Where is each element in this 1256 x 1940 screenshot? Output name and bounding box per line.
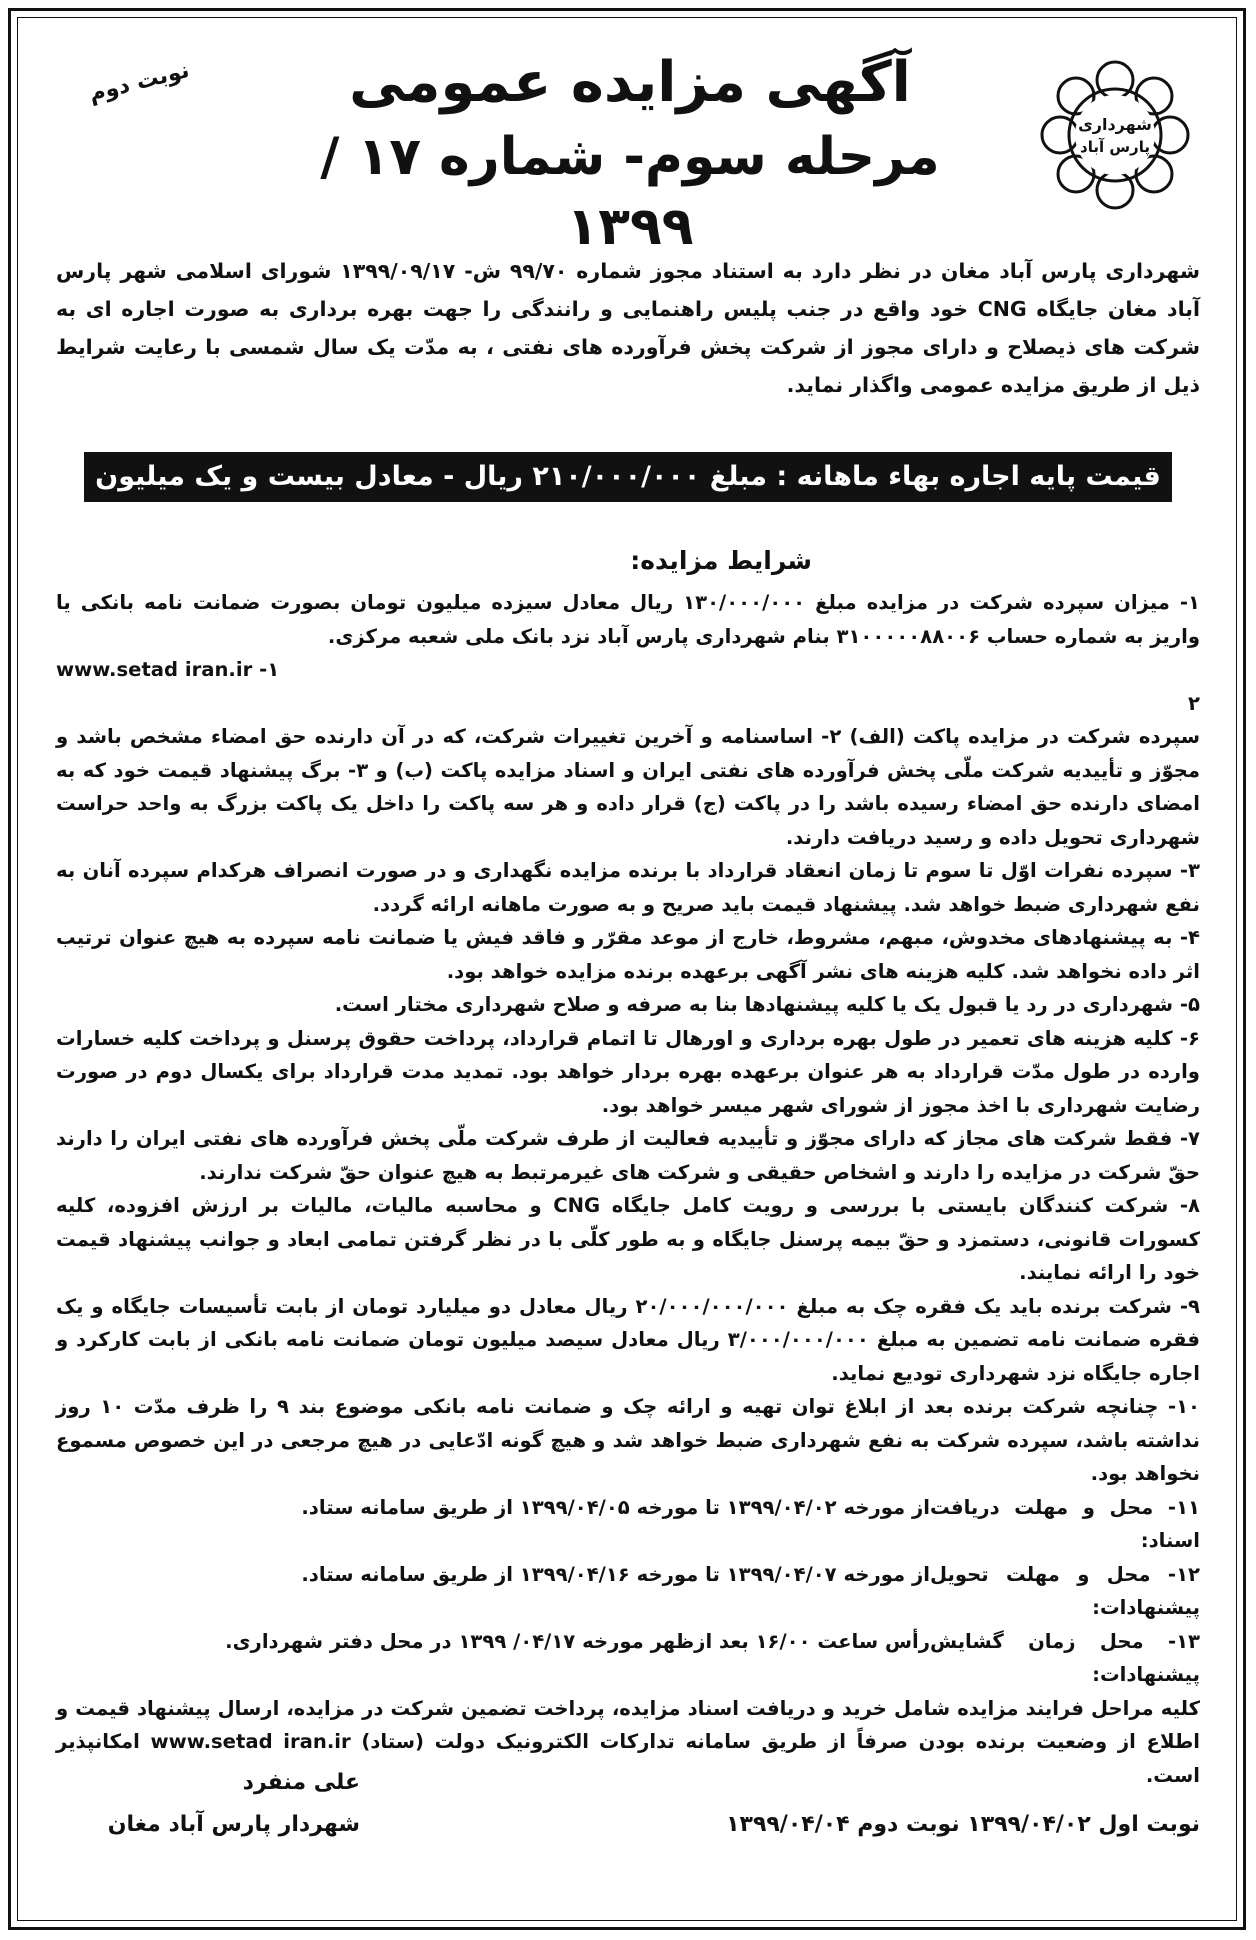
page-title: آگهی مزایده عمومی bbox=[349, 50, 911, 115]
intro-paragraph: شهرداری پارس آباد مغان در نظر دارد به استناد مجوز شماره ۹۹/۷۰ ش- ۱۳۹۹/۰۹/۱۷ شورای اسلامی شهر پارس آباد مغان جایگاه CNG خود واقع در جنب پلیس راهنمایی و رانندگی را جهت بهره برداری به صورت اجاره ای به شرکت های ذیصلاح و دارای مجوز از شرکت پخش فرآورده های نفتی ، به مدّت یک سال شمسی با رعایت شرایط ذیل از طریق مزایده عمومی واگذار نماید. bbox=[56, 259, 1201, 397]
condition-10: ۱۰- چنانچه شرکت برنده بعد از ابلاغ توان تهیه و ارائه چک و ضمانت نامه بانکی موضوع بند ۹ را ظرف مدّت ۱۰ روز نداشته باشد، سپرده شرکت به نفع شهرداری ضبط خواهد شد و هیچ گونه ادّعایی در هیچ مرجعی در این خصوص مسموع نخواهد بود. bbox=[56, 1395, 1201, 1485]
svg-text:شهرداری: شهرداری bbox=[1078, 115, 1152, 134]
condition-2-number: ۲ bbox=[1188, 691, 1200, 715]
condition-11-label: ۱۱- محل و مهلت دریافت اسناد: bbox=[930, 1495, 1200, 1552]
round-tag: نوبت دوم bbox=[86, 57, 192, 108]
conditions-list bbox=[56, 586, 1200, 1792]
condition-9: ۹- شرکت برنده باید یک فقره چک به مبلغ ۲۰/۰۰۰/۰۰۰/۰۰۰ ریال معادل دو میلیارد تومان از بابت تأسیسات جایگاه و یک فقره ضمانت نامه تضمین به مبلغ ۳/۰۰۰/۰۰۰/۰۰۰ ریال معادل سیصد میلیون تومان ضمانت نامه بانکی از بابت کارکرد و اجاره جایگاه نزد شهرداری تودیع نماید. bbox=[56, 1294, 1200, 1385]
conditions-heading: شرایط مزایده: bbox=[630, 546, 812, 575]
signatory-name: علی منفرد bbox=[242, 1770, 360, 1795]
condition-11 bbox=[56, 1491, 1200, 1558]
condition-6: ۶- کلیه هزینه های تعمیر در طول بهره برداری و اورهال تا اتمام قرارداد، پرداخت حقوق پرسنل و پرداخت کلیه خسارات وارده در طول مدّت قرارداد به هر عنوان برعهده بهره بردار خواهد بود. تمدید مدت قرارداد برای یکسال دوم در صورت رضایت شهرداری با اخذ مجوز از شورای شهر میسر خواهد بود. bbox=[56, 1026, 1200, 1117]
condition-2: سپرده شرکت در مزایده پاکت (الف) ۲- اساسنامه و آخرین تغییرات شرکت، که در آن دارنده حق امضاء مشخص باشد و مجوّز و تأییدیه شرکت ملّی پخش فرآورده های نفتی ایران و اسناد مزایده پاکت (ب) و ۳- برگ پیشنهاد قیمت خود که به امضای دارنده حق امضاء رسیده باشد را در پاکت (ج) قرار داده و هر سه پاکت را داخل یک پاکت بزرگ به واحد حراست شهرداری تحویل داده و رسید دریافت دارند. bbox=[56, 725, 1200, 849]
municipality-logo bbox=[1030, 50, 1200, 220]
condition-8: ۸- شرکت کنندگان بایستی با بررسی و رویت کامل جایگاه CNG و محاسبه مالیات، مالیات بر ارزش افزوده، کلیه کسورات قانونی، دستمزد و حقّ بیمه پرسنل جایگاه و به طور کلّی با در نظر گرفتن تمامی ابعاد و جوانب پیشنهاد قیمت خود را ارائه نمایند. bbox=[56, 1194, 1200, 1284]
condition-2-link bbox=[56, 653, 1200, 687]
condition-11-value: از مورخه ۱۳۹۹/۰۴/۰۲ تا مورخه ۱۳۹۹/۰۴/۰۵ از طریق سامانه ستاد. bbox=[301, 1495, 930, 1519]
condition-13 bbox=[56, 1625, 1200, 1692]
condition-7: ۷- فقط شرکت های مجاز که دارای مجوّز و تأییدیه فعالیت از طرف شرکت ملّی پخش فرآورده های نفتی ایران را دارند حقّ شرکت در مزایده را دارند و اشخاص حقیقی و شرکت های غیرمرتبط به هیچ عنوان حقّ شرکت ندارند. bbox=[56, 1127, 1200, 1184]
setad-link[interactable]: www.setad iran.ir -۱ bbox=[56, 658, 280, 681]
page-subtitle: مرحله سوم- شماره ۱۷ /۱۳۹۹ bbox=[320, 127, 940, 257]
condition-13-value: رأس ساعت ۱۶/۰۰ بعد ازظهر مورخه ۰۴/۱۷/ ۱۳۹۹ در محل دفتر شهرداری. bbox=[225, 1629, 930, 1653]
condition-3: ۳- سپرده نفرات اوّل تا سوم تا زمان انعقاد قرارداد با برنده مزایده نگهداری و در صورت انصراف هرکدام سپرده آنان به نفع شهرداری ضبط خواهد شد. پیشنهاد قیمت باید صریح و به صورت ماهانه ارائه گردد. bbox=[56, 859, 1200, 916]
svg-text:پارس آباد: پارس آباد bbox=[1080, 138, 1150, 156]
condition-1: ۱- میزان سپرده شرکت در مزایده مبلغ ۱۳۰/۰۰۰/۰۰۰ ریال معادل سیزده میلیون تومان بصورت ضمانت نامه بانکی یا واریز به شماره حساب ۳۱۰۰۰۰۰۸۸۰۰۶ بنام شهرداری پارس آباد نزد بانک ملی شعبه مرکزی. bbox=[56, 591, 1201, 648]
base-price-banner: قیمت پایه اجاره بهاء ماهانه : مبلغ ۲۱۰/۰۰۰/۰۰۰ ریال - معادل بیست و یک میلیون تومان bbox=[84, 452, 1172, 502]
closing-paragraph: کلیه مراحل فرایند مزایده شامل خرید و دریافت اسناد مزایده، پرداخت تضمین شرکت در مزایده، ارسال پیشنهاد قیمت و اطلاع از وضعیت برنده بودن صرفاً از طریق سامانه تدارکات الکترونیک دولت (ستاد) www.setad iran.ir امکانپذیر است. bbox=[56, 1696, 1200, 1787]
signatory-title: شهردار پارس آباد مغان bbox=[107, 1812, 360, 1837]
condition-4: ۴- به پیشنهادهای مخدوش، مبهم، مشروط، خارج از موعد مقرّر و فاقد فیش یا ضمانت نامه سپرده به هیچ عنوان ترتیب اثر داده نخواهد شد. کلیه هزینه های نشر آگهی برعهده برنده مزایده خواهد بود. bbox=[56, 926, 1200, 983]
condition-13-label: ۱۳- محل زمان گشایش پیشنهادات: bbox=[930, 1629, 1200, 1686]
condition-12-value: از مورخه ۱۳۹۹/۰۴/۰۷ تا مورخه ۱۳۹۹/۰۴/۱۶ از طریق سامانه ستاد. bbox=[301, 1562, 930, 1586]
publication-rounds: نوبت اول ۱۳۹۹/۰۴/۰۲ نوبت دوم ۱۳۹۹/۰۴/۰۴ bbox=[726, 1812, 1200, 1837]
condition-12 bbox=[56, 1558, 1200, 1625]
condition-12-label: ۱۲- محل و مهلت تحویل پیشنهادات: bbox=[930, 1562, 1200, 1619]
condition-5: ۵- شهرداری در رد یا قبول یک یا کلیه پیشنهادها بنا به صرفه و صلاح شهرداری مختار است. bbox=[334, 993, 1200, 1016]
